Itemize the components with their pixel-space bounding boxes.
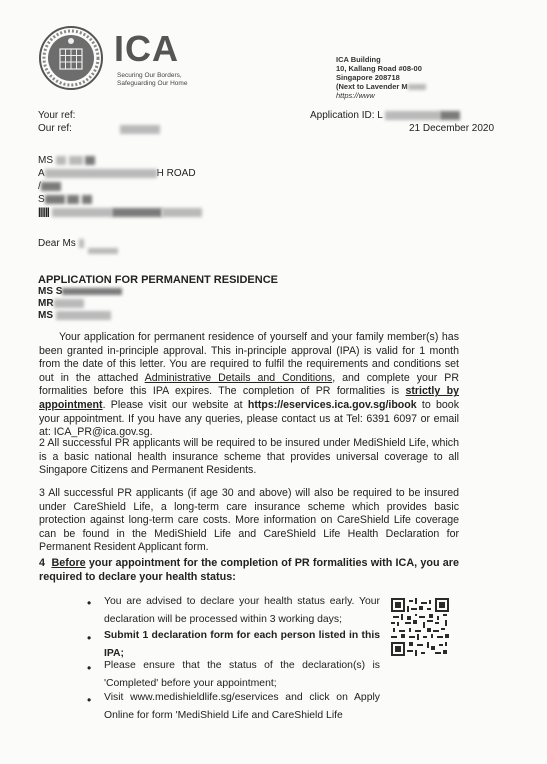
redacted-ref xyxy=(120,125,160,134)
address-line: https://www xyxy=(336,91,375,100)
bullet-item-2: Submit 1 declaration form for each person listed in this IPA; xyxy=(104,630,380,659)
bullet-item-4: Visit www.medishieldlife.sg/eservices and click on Apply Online for form 'MediShield Life and CareShield Life xyxy=(104,692,380,721)
your-ref-label: Your ref: xyxy=(38,110,76,121)
bullet-dot: • xyxy=(87,693,92,707)
bullet-item-3: Please ensure that the status of the declaration(s) is 'Completed' before your appointment; xyxy=(104,660,380,689)
ibook-url: https://eservices.ica.gov.sg/ibook xyxy=(247,398,417,411)
subject-name-2: MR xyxy=(38,298,84,310)
bullet-dot: • xyxy=(87,661,92,675)
recipient-line-4: S xyxy=(38,194,92,206)
bullet-item-1: You are advised to declare your health status early. Your declaration will be processed within 3 working days; xyxy=(104,596,380,625)
subject-title: APPLICATION FOR PERMANENT RESIDENCE xyxy=(38,274,278,286)
redacted-name xyxy=(88,248,118,254)
admin-details-link: Administrative Details and Conditions xyxy=(144,371,333,384)
logo-tagline-1: Securing Our Borders, xyxy=(117,72,182,79)
paragraph-2: 2 All successful PR applicants will be required to be insured under MediShield Life, which is a basic national health insurance scheme that provides universal coverage to all Singapore Citizens and Permanent Residents. xyxy=(39,437,459,477)
application-id: Application ID: L xyxy=(310,110,460,122)
letter-date: 21 December 2020 xyxy=(409,123,495,134)
bullet-dot: • xyxy=(87,631,92,645)
paragraph-4: 4 Before your appointment for the completion of PR formalities with ICA, you are required to declare your health status: xyxy=(39,557,459,583)
ica-crest-logo xyxy=(38,25,104,91)
address-line: Singapore 208718 xyxy=(336,73,400,82)
logo-tagline-2: Safeguarding Our Home xyxy=(117,80,188,87)
address-line: 10, Kallang Road #08-00 xyxy=(336,64,422,73)
recipient-line-2: A H ROAD xyxy=(38,168,196,179)
address-block xyxy=(336,55,426,100)
address-line: (Next to Lavender M xyxy=(336,82,426,91)
logo-text: ICA xyxy=(114,28,179,69)
recipient-line-1: MS xyxy=(38,155,95,167)
salutation: Dear Ms xyxy=(38,238,84,250)
subject-name-1: MS S xyxy=(38,286,122,298)
our-ref-label: Our ref: xyxy=(38,123,72,134)
bullet-dot: • xyxy=(87,596,92,610)
paragraph-3: 3 All successful PR applicants (if age 30 and above) will also be required to be insured under CareShield Life, a long-term care insurance scheme which provides basic protection against long-term care costs. More information on CareShield Life coverage can be found in the MediShield Life and CareShield Life Health Declaration for Permanent Resident Applicant form. xyxy=(39,487,459,554)
strictly-by-appointment: strictly by appointment xyxy=(39,385,459,411)
paragraph-1: Your application for permanent residence of yourself and your family member(s) has been granted in-principle approval. This in-principle approval (IPA) is valid for 1 month from the date of this letter. You are required to fulfil the requirements and conditions set out in the attached Administrative Details and Conditions, and complete your PR formalities before this IPA expires. The completion of PR formalities is strictly by appointment. Please visit our website at https://eservices.ica.gov.sg/ibook to book your appointment. If you have any queries, please contact us at Tel: 6391 6097 or email at: ICA_PR@ica.gov.sg. xyxy=(39,331,459,439)
address-line: ICA Building xyxy=(336,55,381,64)
subject-name-3: MS xyxy=(38,310,111,322)
recipient-barcode: |||||| xyxy=(38,207,202,219)
recipient-line-3: / xyxy=(38,181,61,193)
qr-code xyxy=(391,598,449,656)
